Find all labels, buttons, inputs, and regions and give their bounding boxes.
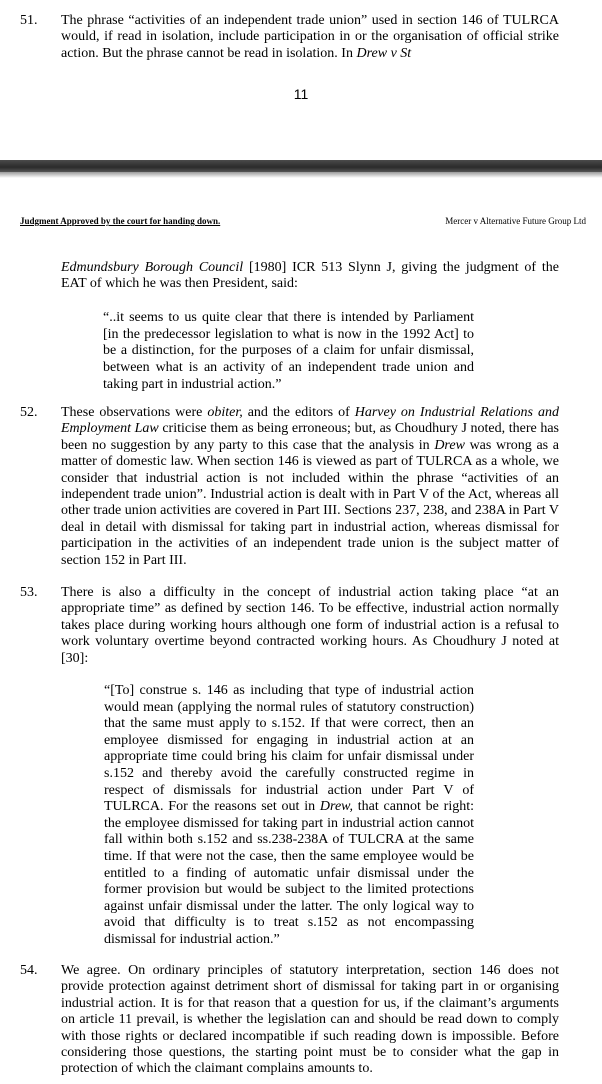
page-separator: [0, 160, 602, 172]
paragraph-number: 54.: [20, 963, 38, 978]
quote-text: “..it seems to us quite clear that there is intended by Parliament [in the predecessor legislation to what is now in the 1992 Act] to be a distinction, for the purposes of a claim for unfair dismissal, between what is an activity of an independent trade union and taking part in industrial action.”: [103, 310, 474, 392]
paragraph-text: These observations were obiter, and the editors of Harvey on Industrial Relations and Employment Law criticise them as being erroneous; but, as Choudhury J noted, there has been no suggestion by any party to this case that the analysis in Drew was wrong as a matter of domestic law. When section 146 is viewed as part of TULRCA as a whole, we consider that industrial action is not included within the phrase “activities of an independent trade union”. Industrial action is dealt with in Part V of the Act, whereas all other trade union activities are covered in Part III. Sections 237, 238, and 238A in Part V deal in detail with dismissal for taking part in industrial action, whereas dismissal for participation in the activities of an independent trade union is the subject matter of section 152 in Part III.: [61, 405, 560, 568]
book-title: Harvey on Industrial Relations and Employment Law: [61, 405, 559, 437]
header-approval-note: Judgment Approved by the court for handing down.: [20, 216, 221, 226]
paragraph-text: There is also a difficulty in the concept of industrial action taking place “at an appropriate time” as defined by section 146. To be effective, industrial action normally takes place during working hours although one form of industrial action is a refusal to work voluntary overtime beyond contracted working hours. As Choudhury J noted at [30]:: [61, 585, 559, 666]
paragraph-number: 52.: [20, 405, 38, 420]
page-number: 11: [293, 86, 309, 102]
paragraph-number: 51.: [20, 13, 38, 28]
case-name: Edmundsbury Borough Council: [61, 260, 244, 275]
paragraph-text: [61, 13, 559, 62]
paragraph-text: [61, 260, 559, 293]
header-case-title: Mercer v Alternative Future Group Ltd: [445, 216, 586, 226]
case-name: Drew,: [319, 799, 353, 815]
case-name: Drew v St: [356, 45, 412, 61]
case-name: Drew: [434, 437, 465, 453]
paragraph-number: 53.: [20, 585, 38, 600]
page-separator-shadow: [0, 172, 602, 178]
quote-text: “[To] construe s. 146 as including that type of industrial action would mean (applying the normal rules of statutory construction) that the same must apply to s.152. If that were correct, then an employee dismissed for engaging in industrial action at an appropriate time could bring his claim for unfair dismissal under s.152 and thereby avoid the carefully constructed regime in respect of dismissals for industrial action under Part V of TULRCA. For the reasons set out in Drew, that cannot be right: the employee dismissed for taking part in industrial action cannot fall within both s.152 and ss.238-238A of TULCRA at the same time. If that were not the case, then the same employee would be entitled to a finding of automatic unfair dismissal under the former provision but would be subject to the limited protections against unfair dismissal under the latter. The only logical way to avoid that difficulty is to treat s.152 as not encompassing dismissal for industrial action.”: [104, 683, 475, 947]
text-run: [1980] ICR 513 Slynn J, giving the judgment of the EAT of which he was then President, said:: [61, 260, 559, 292]
text-run: The phrase “activities of an independent trade union” used in section 146 of TULRCA would, if read in isolation, include participation in or the organisation of official strike action. But the phrase cannot be read in isolation. In: [61, 13, 559, 61]
paragraph-text: We agree. On ordinary principles of statutory interpretation, section 146 does not provide protection against detriment short of dismissal for taking part in or organising industrial action. It is for that reason that a question for us, if the claimant’s arguments on article 11 prevail, is whether the legislation can and should be read down to comply with those rights or declared incompatible if such reading down is impossible. Before considering those questions, the starting point must be to consider what the gap in protection of which the claimant complains amounts to.: [61, 963, 559, 1077]
